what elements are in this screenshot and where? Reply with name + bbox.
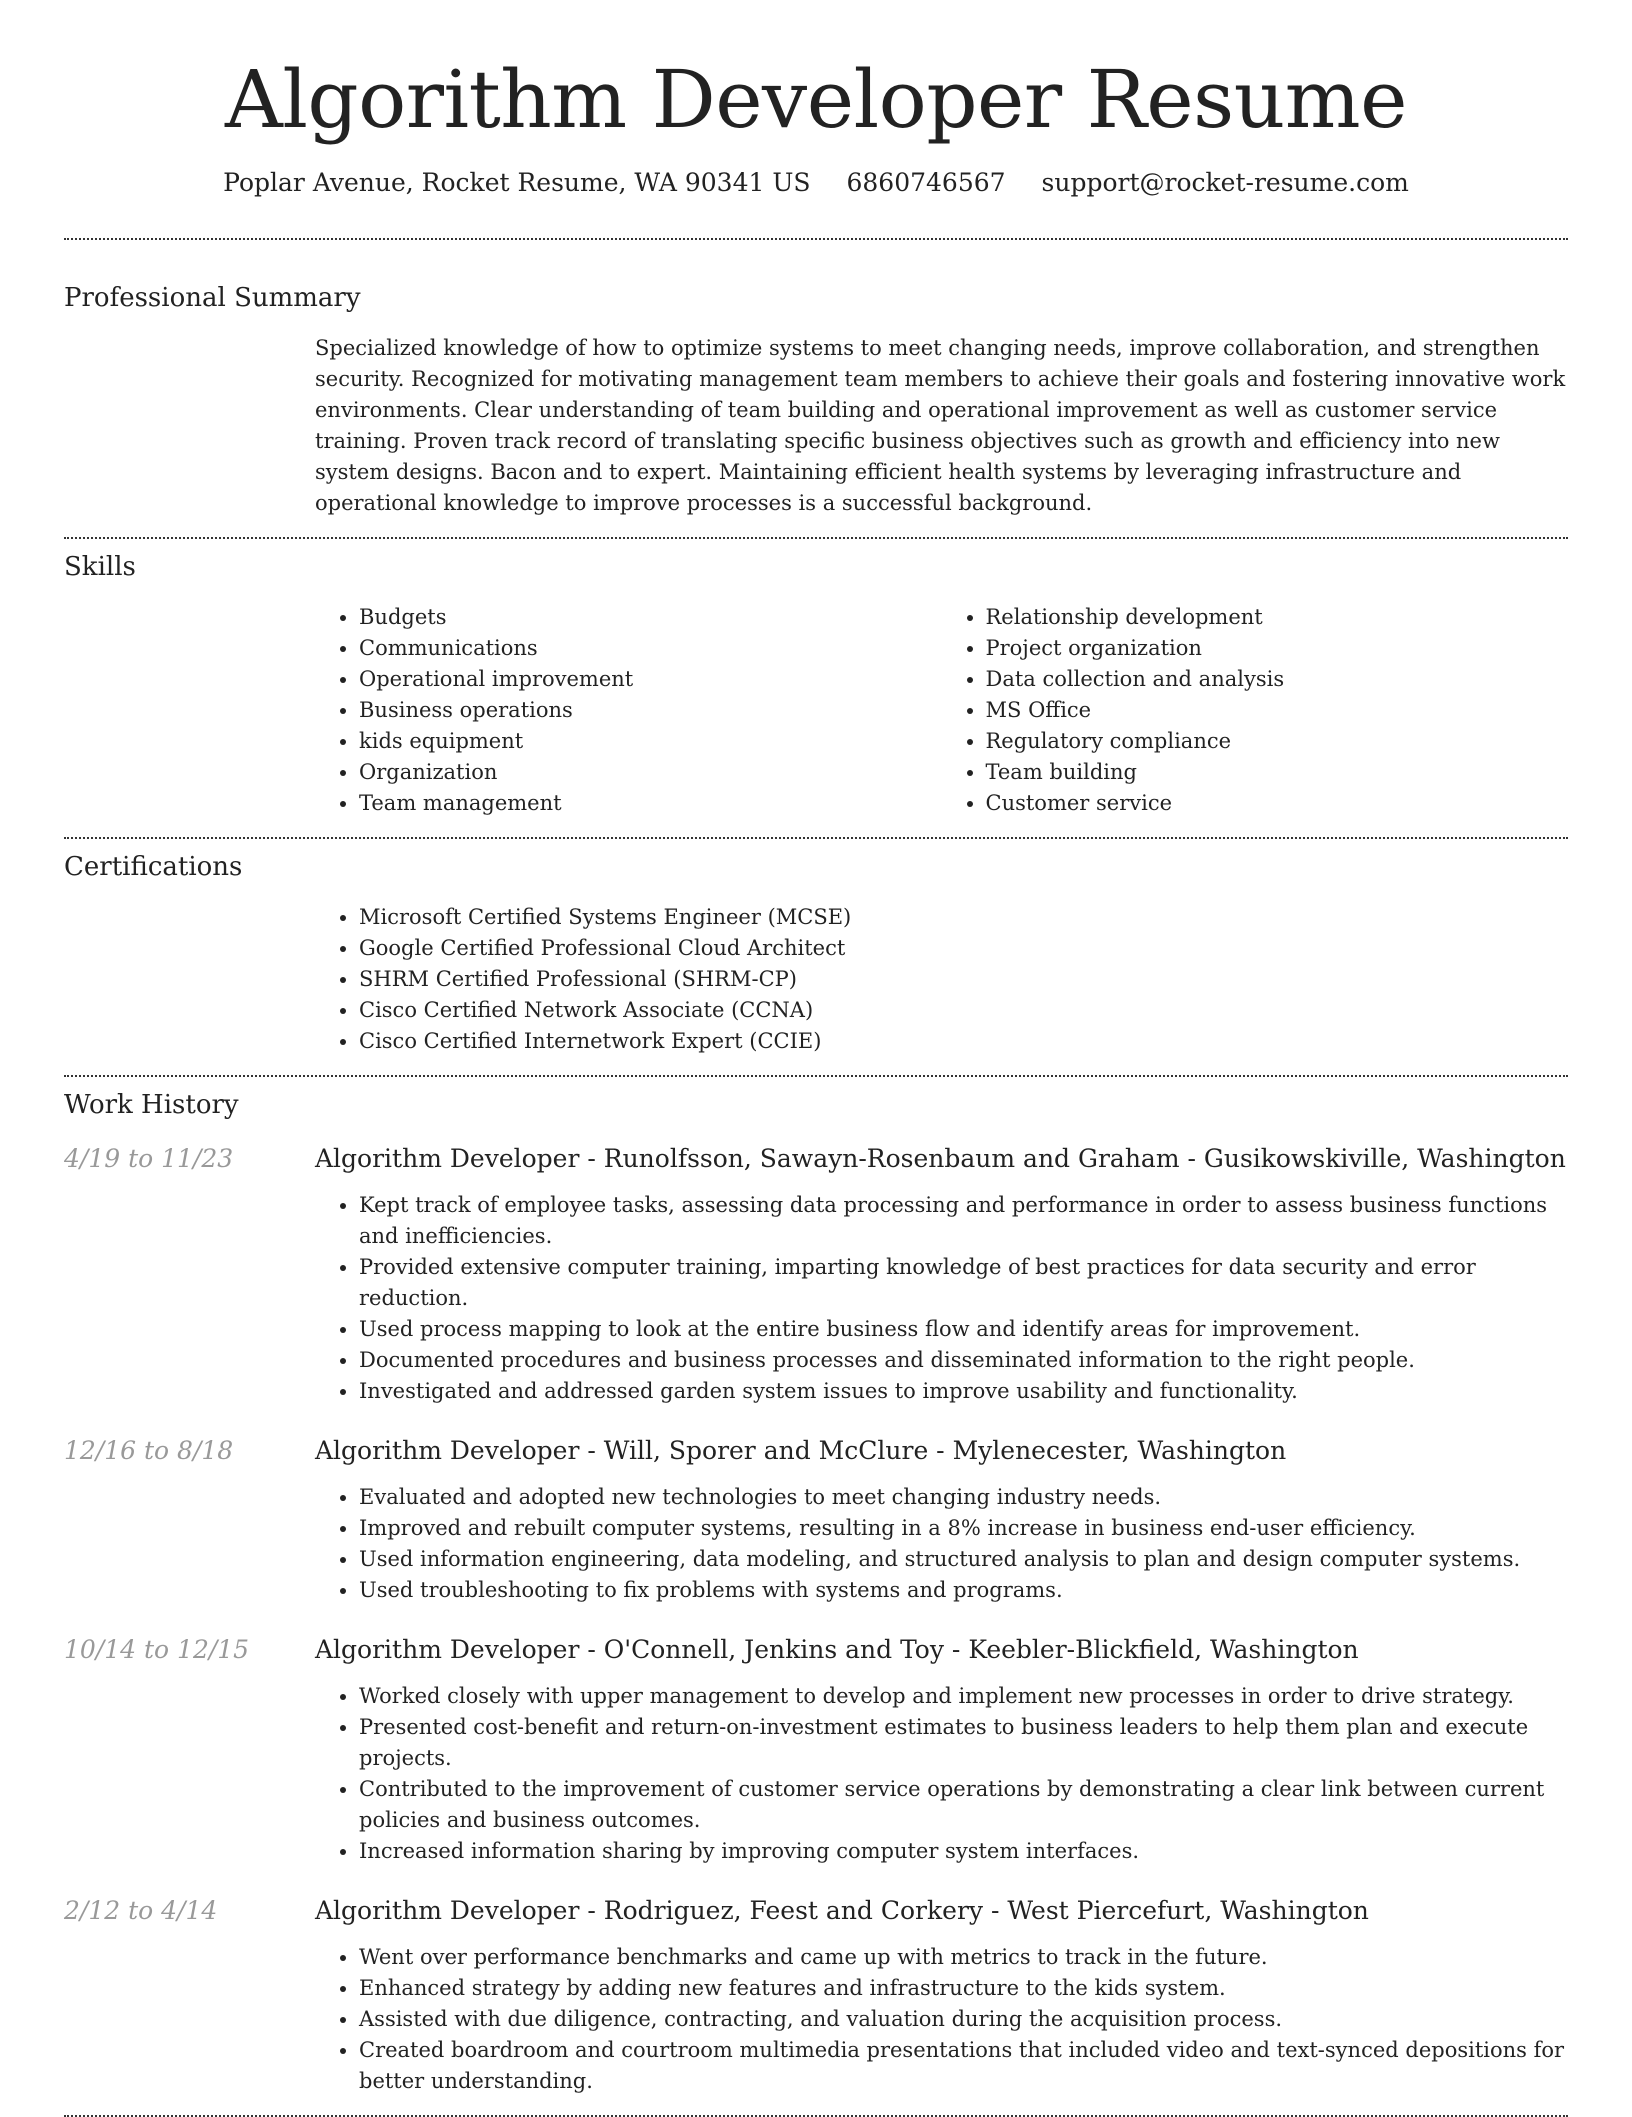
list-item: • Business operations bbox=[359, 695, 942, 726]
list-item: • Increased information sharing by improving computer system interfaces. bbox=[359, 1836, 1568, 1867]
list-item: • Assisted with due diligence, contracting, and valuation during the acquisition process. bbox=[359, 2004, 1568, 2035]
summary-text: Specialized knowledge of how to optimize systems to meet changing needs, improve collaboration, and strengthen security. Recognized for motivating management team members to achieve their goals and fostering innovative work environments. Clear understanding of team building and operational improvement as well as customer service training. Proven track record of translating specific business objectives such as growth and efficiency into new system designs. Bacon and to expert. Maintaining efficient health systems by leveraging infrastructure and operational knowledge to improve processes is a successful background. bbox=[315, 336, 1566, 515]
job-title: Algorithm Developer - Rodriguez, Feest and Corkery - West Piercefurt, Washington bbox=[315, 1896, 1369, 1925]
list-item: • kids equipment bbox=[359, 726, 942, 757]
list-item: • Went over performance benchmarks and came up with metrics to track in the future. bbox=[359, 1942, 1568, 1973]
job-bullets bbox=[315, 1190, 1568, 1407]
list-item: • Presented cost-benefit and return-on-investment estimates to business leaders to help them plan and execute projects. bbox=[359, 1712, 1568, 1774]
work-history-section bbox=[64, 1087, 1568, 2097]
job-dates: 2/12 to 4/14 bbox=[64, 1896, 218, 1925]
resume-page bbox=[64, 0, 1568, 2117]
list-item: • Evaluated and adopted new technologies to meet changing industry needs. bbox=[359, 1482, 1568, 1513]
job-bullets bbox=[315, 1942, 1568, 2097]
job-dates: 10/14 to 12/15 bbox=[64, 1635, 250, 1664]
list-item: • Kept track of employee tasks, assessing data processing and performance in order to assess business functions and inefficiencies. bbox=[359, 1190, 1568, 1252]
job-title: Algorithm Developer - O'Connell, Jenkins and Toy - Keebler-Blickfield, Washington bbox=[315, 1635, 1359, 1664]
job-entry bbox=[64, 1894, 1568, 2097]
list-item: • Communications bbox=[359, 633, 942, 664]
divider bbox=[64, 537, 1568, 539]
list-item: • Contributed to the improvement of customer service operations by demonstrating a clear link between current policies and business outcomes. bbox=[359, 1774, 1568, 1836]
job-dates: 4/19 to 11/23 bbox=[64, 1144, 234, 1173]
list-item: • Used process mapping to look at the entire business flow and identify areas for improvement. bbox=[359, 1314, 1568, 1345]
list-item: • Investigated and addressed garden system issues to improve usability and functionality. bbox=[359, 1376, 1568, 1407]
skills-list-left bbox=[315, 602, 942, 819]
list-item: • Created boardroom and courtroom multimedia presentations that included video and text-synced depositions for better understanding. bbox=[359, 2035, 1568, 2097]
list-item: • Used information engineering, data modeling, and structured analysis to plan and design computer systems. bbox=[359, 1544, 1568, 1575]
list-item: • Team building bbox=[986, 757, 1569, 788]
divider bbox=[64, 1075, 1568, 1077]
list-item: • Organization bbox=[359, 757, 942, 788]
divider bbox=[64, 238, 1568, 240]
skills-heading: Skills bbox=[64, 552, 136, 582]
list-item: • Used troubleshooting to fix problems with systems and programs. bbox=[359, 1575, 1568, 1606]
list-item: • Provided extensive computer training, imparting knowledge of best practices for data security and error reduction. bbox=[359, 1252, 1568, 1314]
list-item: • Team management bbox=[359, 788, 942, 819]
list-item: • SHRM Certified Professional (SHRM-CP) bbox=[359, 964, 1568, 995]
list-item: • MS Office bbox=[986, 695, 1569, 726]
job-entry bbox=[64, 1633, 1568, 1867]
job-dates: 12/16 to 8/18 bbox=[64, 1436, 234, 1465]
list-item: • Customer service bbox=[986, 788, 1569, 819]
list-item: • Google Certified Professional Cloud Architect bbox=[359, 933, 1568, 964]
list-item: • Regulatory compliance bbox=[986, 726, 1569, 757]
job-entry bbox=[64, 1142, 1568, 1407]
certifications-list bbox=[315, 902, 1568, 1057]
job-bullets bbox=[315, 1681, 1568, 1867]
contact-phone: 6860746567 bbox=[846, 168, 1006, 197]
list-item: • Enhanced strategy by adding new features and infrastructure to the kids system. bbox=[359, 1973, 1568, 2004]
skills-list-right bbox=[942, 602, 1569, 819]
list-item: • Cisco Certified Internetwork Expert (CCIE) bbox=[359, 1026, 1568, 1057]
summary-section bbox=[64, 280, 1568, 519]
contact-address: Poplar Avenue, Rocket Resume, WA 90341 US bbox=[223, 168, 811, 197]
list-item: • Relationship development bbox=[986, 602, 1569, 633]
page-title: Algorithm Developer Resume bbox=[225, 53, 1407, 146]
job-title: Algorithm Developer - Will, Sporer and McClure - Mylenecester, Washington bbox=[315, 1436, 1287, 1465]
divider bbox=[64, 837, 1568, 839]
list-item: • Microsoft Certified Systems Engineer (MCSE) bbox=[359, 902, 1568, 933]
list-item: • Project organization bbox=[986, 633, 1569, 664]
job-bullets bbox=[315, 1482, 1568, 1606]
list-item: • Cisco Certified Network Associate (CCNA) bbox=[359, 995, 1568, 1026]
skills-section bbox=[64, 549, 1568, 819]
list-item: • Data collection and analysis bbox=[986, 664, 1569, 695]
list-item: • Documented procedures and business processes and disseminated information to the right people. bbox=[359, 1345, 1568, 1376]
list-item: • Improved and rebuilt computer systems, resulting in a 8% increase in business end-user efficiency. bbox=[359, 1513, 1568, 1544]
job-title: Algorithm Developer - Runolfsson, Sawayn-Rosenbaum and Graham - Gusikowskiville, Washington bbox=[315, 1144, 1566, 1173]
list-item: • Worked closely with upper management to develop and implement new processes in order to drive strategy. bbox=[359, 1681, 1568, 1712]
list-item: • Budgets bbox=[359, 602, 942, 633]
contact-line bbox=[64, 166, 1568, 200]
contact-email: support@rocket-resume.com bbox=[1041, 168, 1409, 197]
certifications-section bbox=[64, 849, 1568, 1057]
certifications-heading: Certifications bbox=[64, 852, 243, 882]
work-history-heading: Work History bbox=[64, 1090, 239, 1120]
job-entry bbox=[64, 1434, 1568, 1606]
list-item: • Operational improvement bbox=[359, 664, 942, 695]
summary-heading: Professional Summary bbox=[64, 283, 361, 313]
